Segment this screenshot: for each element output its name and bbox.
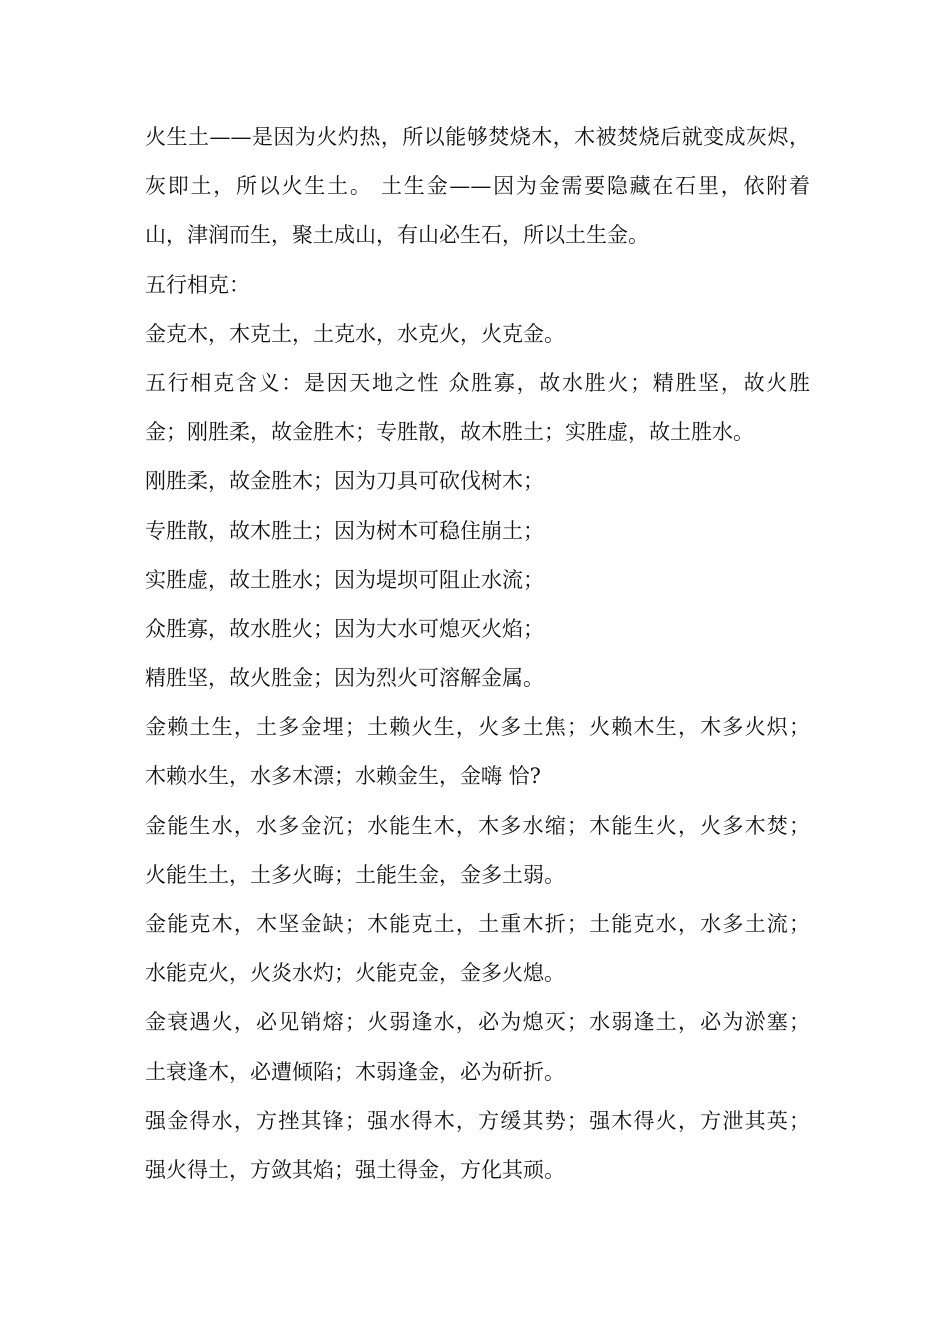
paragraph-line: 众胜寡，故水胜火；因为大水可熄灭火焰； <box>145 616 544 641</box>
paragraph-line: 火生土——是因为火灼热，所以能够焚烧木，木被焚烧后就变成灰烬， <box>145 125 810 149</box>
paragraph-line: 金克木，木克土，土克水，水克火，火克金。 <box>145 321 565 346</box>
paragraph-line: 山，津润而生，聚土成山，有山必生石，所以土生金。 <box>145 223 649 248</box>
paragraph-line: 灰即土，所以火生土。 土生金——因为金需要隐藏在石里，依附着 <box>145 174 810 199</box>
paragraph-line: 土衰逢木，必遭倾陷；木弱逢金，必为斫折。 <box>145 1059 565 1084</box>
paragraph-line: 强火得土，方敛其焰；强土得金，方化其顽。 <box>145 1157 565 1182</box>
paragraph-line: 水能克火，火炎水灼；火能克金，金多火熄。 <box>145 961 565 986</box>
paragraph-line: 五行相克含义：是因天地之性 众胜寡，故水胜火；精胜坚，故火胜 <box>145 370 810 395</box>
paragraph-line: 强金得水，方挫其锋；强水得木，方缓其势；强木得火，方泄其英； <box>145 1108 810 1133</box>
paragraph-line: 金衰遇火，必见销熔；火弱逢水，必为熄灭；水弱逢土，必为淤塞； <box>145 1010 810 1035</box>
paragraph-line: 金赖土生，土多金埋；土赖火生，火多土焦；火赖木生，木多火炽； <box>145 715 810 740</box>
section-heading: 五行相克： <box>145 272 250 297</box>
paragraph-line: 刚胜柔，故金胜木；因为刀具可砍伐树木； <box>145 469 544 494</box>
paragraph-line: 火能生土，土多火晦；土能生金，金多土弱。 <box>145 862 565 887</box>
paragraph-line: 金能生水，水多金沉；水能生木，木多水缩；木能生火，火多木焚； <box>145 813 810 838</box>
document-body <box>145 113 810 1195</box>
paragraph-line: 木赖水生，水多木漂；水赖金生，金嗨 恰? <box>145 764 541 789</box>
paragraph-line: 精胜坚，故火胜金；因为烈火可溶解金属。 <box>145 666 544 691</box>
paragraph-line: 金；刚胜柔，故金胜木；专胜散，故木胜土；实胜虚，故土胜水。 <box>145 420 754 445</box>
paragraph-line: 专胜散，故木胜土；因为树木可稳住崩土； <box>145 518 544 543</box>
paragraph-line: 实胜虚，故土胜水；因为堤坝可阻止水流； <box>145 567 544 592</box>
paragraph-line: 金能克木，木坚金缺；木能克土，土重木折；土能克水，水多土流； <box>145 912 810 936</box>
